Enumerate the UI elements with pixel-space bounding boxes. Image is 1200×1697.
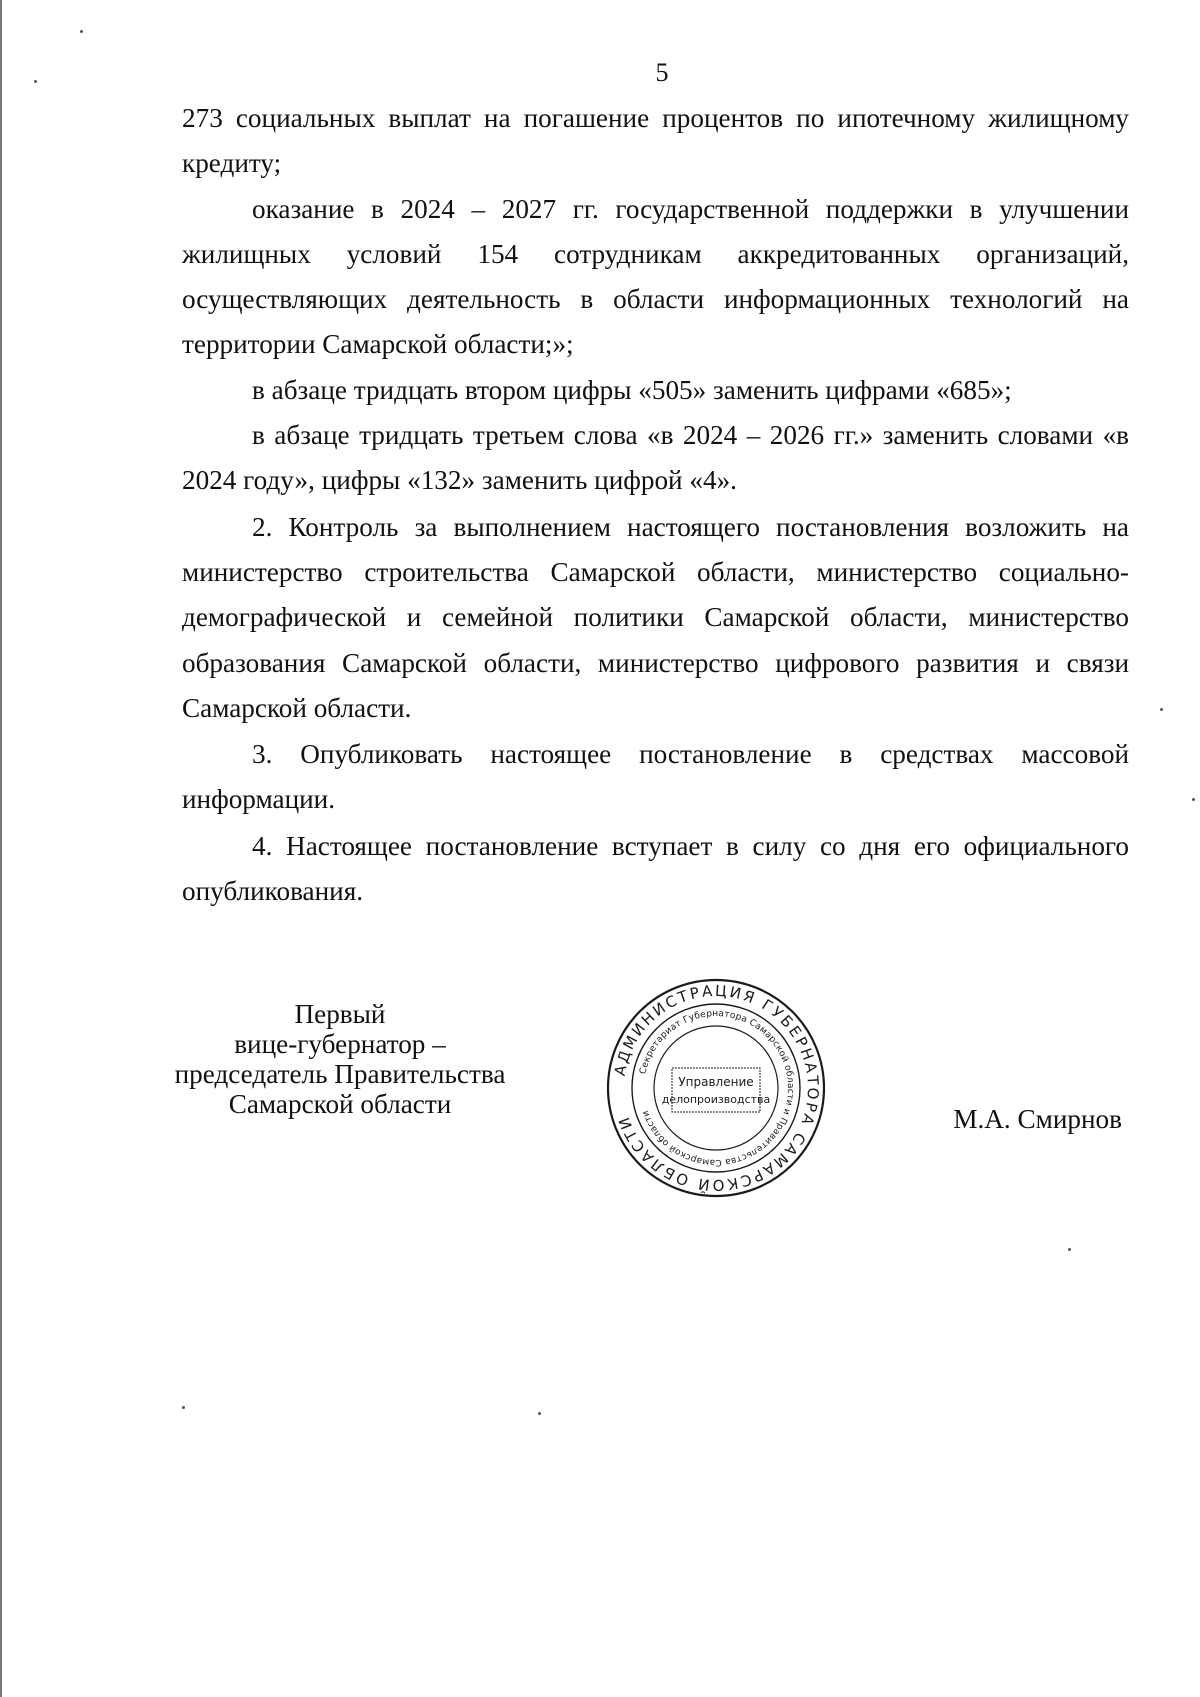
paragraph-support-it: оказание в 2024 – 2027 гг. государственной поддержки в улучшении жилищных условий 154 сотрудникам аккредитованных организаций, осуществляющих деятельность в области информационных технологий на территории Самарской области;»; (182, 193, 1129, 360)
scan-speck (182, 1406, 185, 1409)
seal-outer-text-span: АДМИНИСТРАЦИЯ ГУБЕРНАТОРА САМАРСКОЙ ОБЛАСТИ (610, 981, 823, 1195)
scan-speck (34, 80, 37, 83)
seal-center-line-2: делопроизводства (661, 1093, 771, 1106)
paragraph-amend-32: в абзаце тридцать втором цифры «505» заменить цифрами «685»; (252, 374, 1012, 405)
signer-title-line: председатель Правительства (174, 1059, 506, 1089)
signer-title-line: вице-губернатор – (234, 1029, 446, 1059)
paragraph-amend-33: в абзаце тридцать третьем слова «в 2024 – 2026 гг.» заменить словами «в 2024 году», цифры «132» заменить цифрой «4». (182, 420, 1129, 496)
seal-inner-text-span: Секретариат Губернатора Самарской области и Правительства Самарской области (638, 1008, 796, 1168)
scan-speck (1068, 1248, 1071, 1251)
scan-speck (80, 30, 83, 33)
signer-title-line: Самарской области (228, 1089, 452, 1119)
scan-speck (1160, 708, 1163, 711)
paragraph-item-4: 4. Настоящее постановление вступает в силу со дня его официального опубликования. (182, 830, 1129, 907)
document-body (182, 96, 1129, 914)
signer-title-line: Первый (294, 999, 386, 1029)
scan-left-edge (0, 0, 2, 1697)
signer-name: М.А. Смирнов (953, 1104, 1122, 1134)
paragraph-item-2: 2. Контроль за выполнением настоящего постановления возложить на министерство строительства Самарской области, министерство социально-демографической и семейной политики Самарской области, министерство образования Самарской области, министерство цифрового развития и связи Самарской области. (182, 511, 1129, 723)
signer-title (160, 999, 520, 1119)
page-number: 5 (655, 58, 669, 87)
paragraph-item-3: 3. Опубликовать настоящее постановление в средствах массовой информации. (182, 739, 1129, 815)
seal-center-line-1: Управление (678, 1075, 754, 1089)
official-seal (604, 976, 828, 1200)
scan-speck (1192, 798, 1195, 801)
paragraph-continuation: 273 социальных выплат на погашение процентов по ипотечному жилищному кредиту; (182, 103, 1129, 179)
scan-speck (538, 1412, 541, 1415)
